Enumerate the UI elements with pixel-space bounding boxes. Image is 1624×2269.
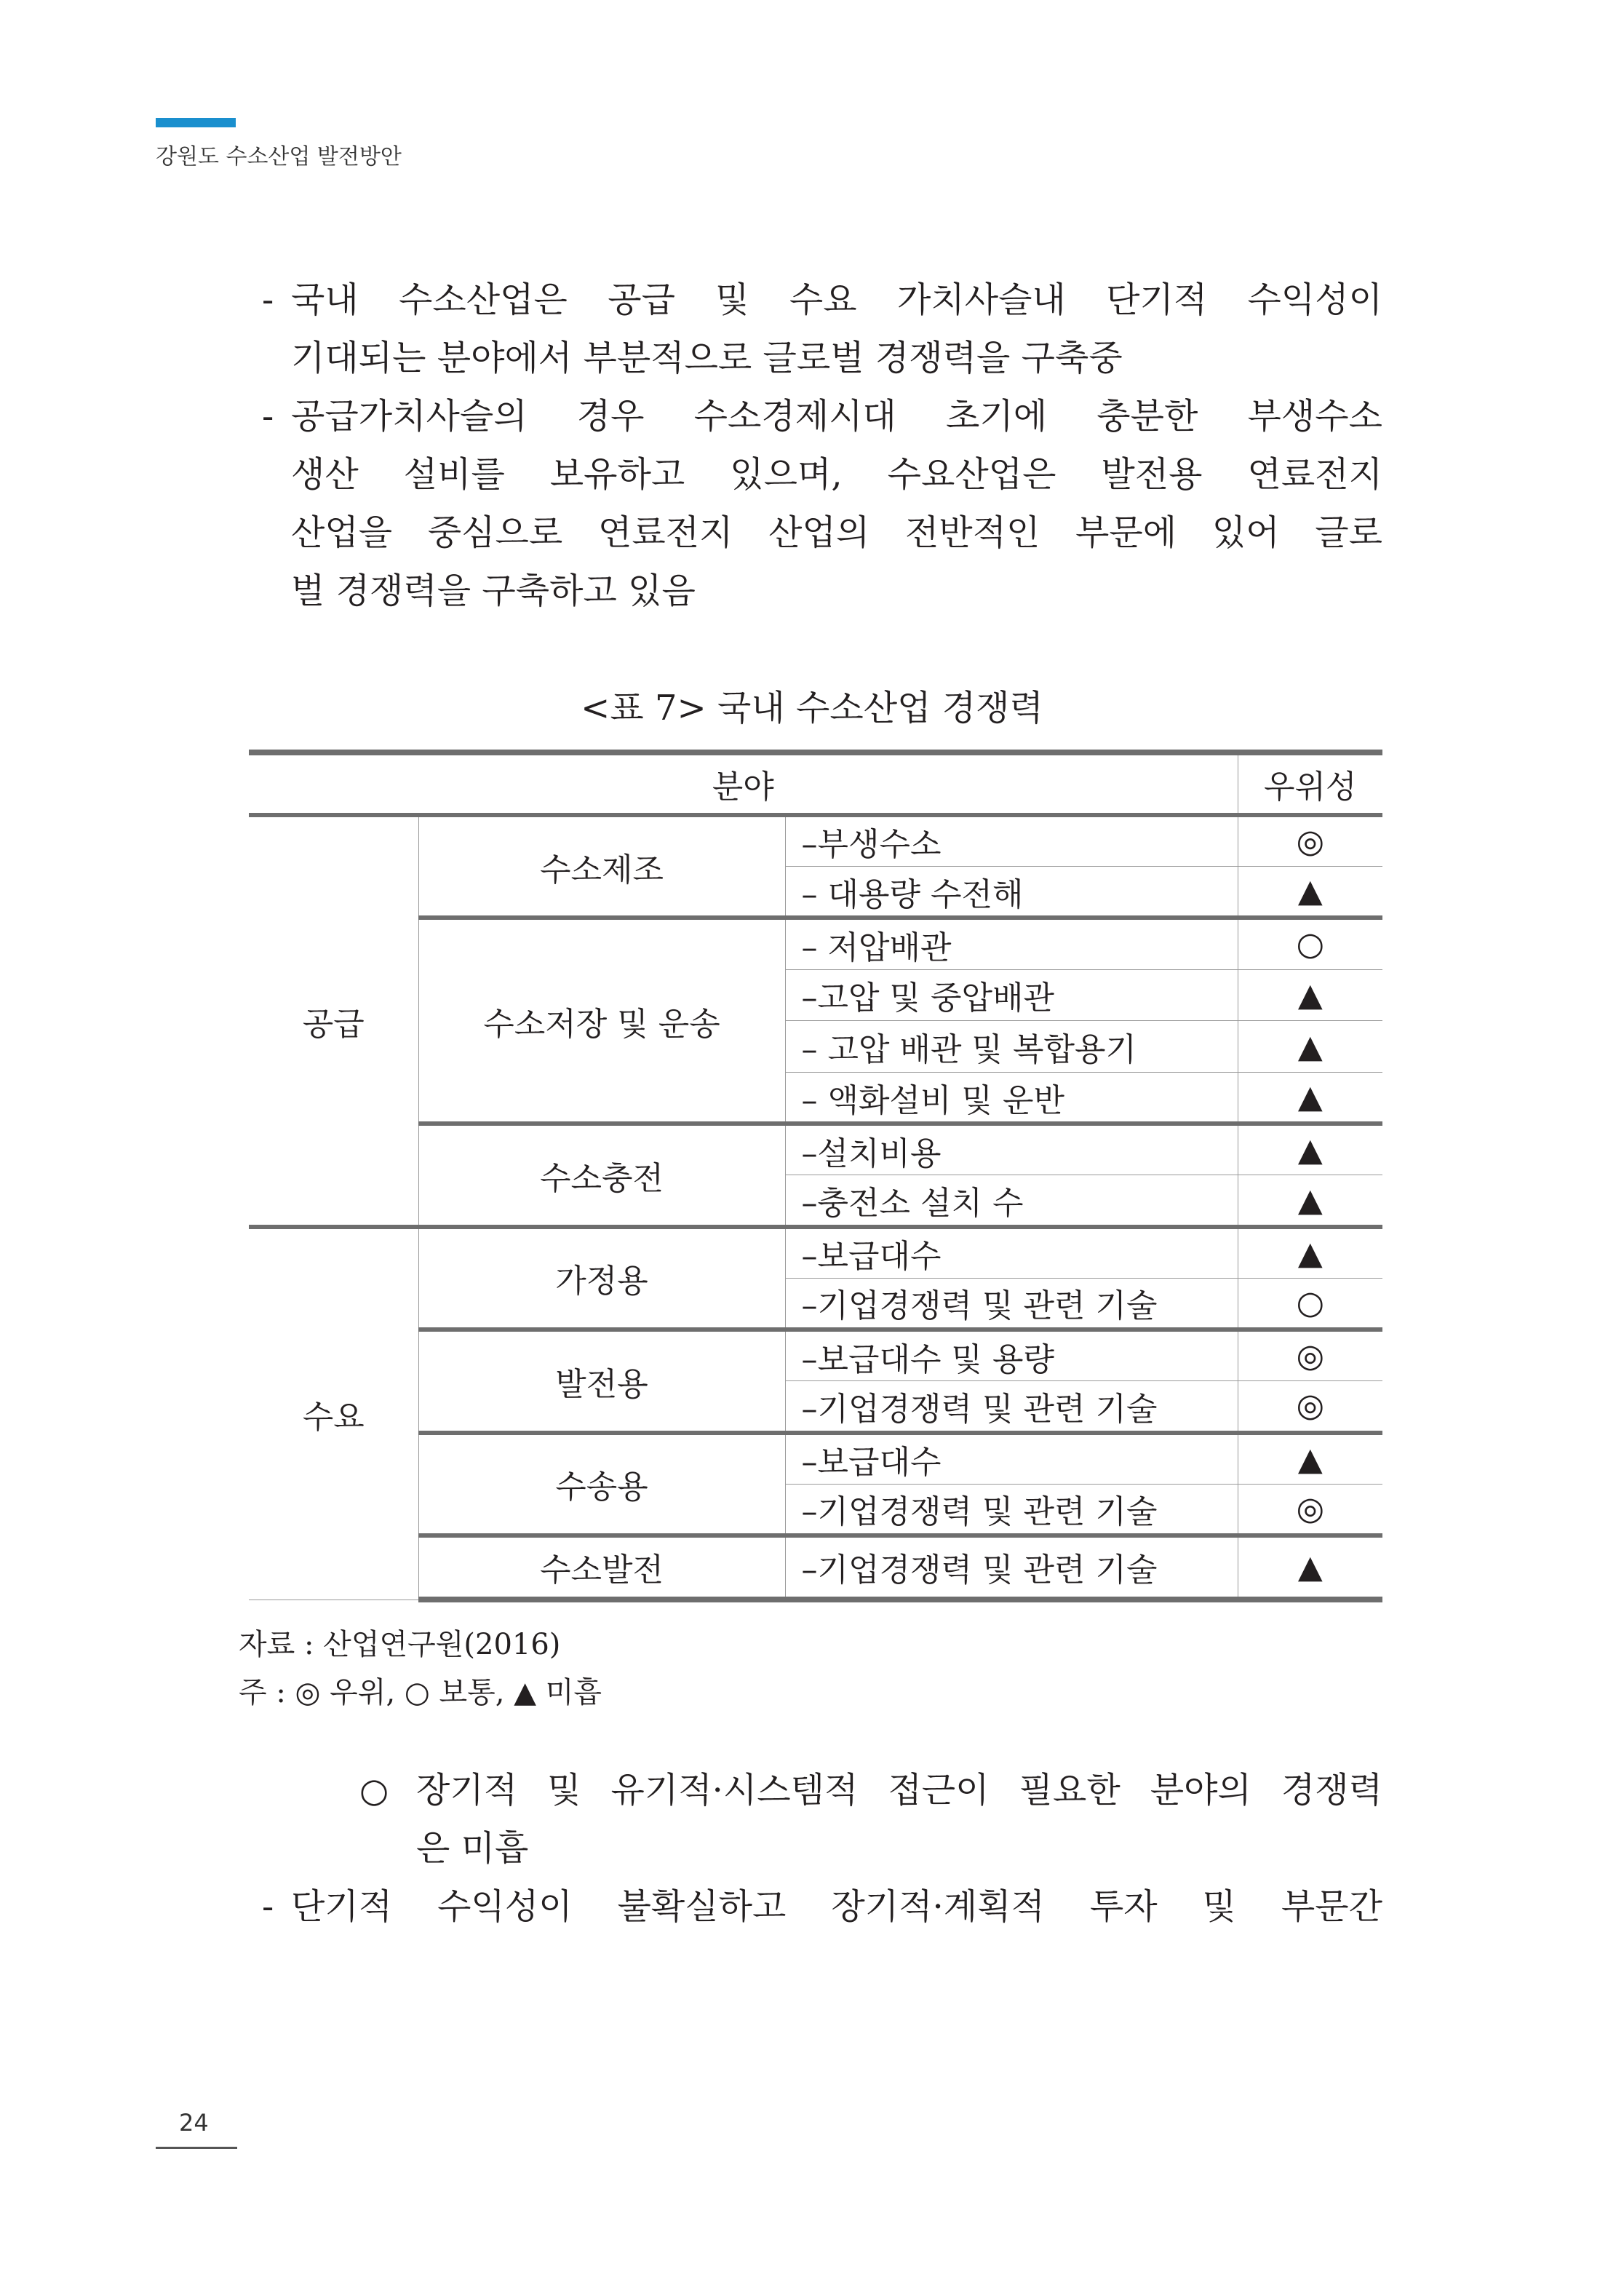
- intro-bullet-1: [291, 271, 1382, 387]
- header-field: 분야: [249, 752, 1238, 815]
- sub-charging: 수소충전: [418, 1124, 785, 1226]
- legend-normal-symbol: ○: [404, 1676, 430, 1709]
- closing-circle-paragraph: [416, 1761, 1382, 1877]
- table-row: [249, 1124, 1382, 1175]
- legend-normal-label: 보통,: [429, 1676, 514, 1709]
- legend-excellent-label: 우위,: [320, 1676, 405, 1709]
- advantage-mark: ○: [1238, 918, 1382, 969]
- item-desc: –고압 및 중압배관: [785, 969, 1238, 1021]
- circle-bullet-icon: ○: [359, 1771, 389, 1810]
- advantage-mark: ▲: [1238, 1175, 1382, 1227]
- item-desc: –부생수소: [785, 815, 1238, 867]
- table-row: [249, 1535, 1382, 1600]
- advantage-mark: ◎: [1238, 1484, 1382, 1535]
- advantage-mark: ▲: [1238, 1021, 1382, 1073]
- sub-production: 수소제조: [418, 815, 785, 918]
- text-line: 산업을 중심으로 연료전지 산업의 전반적인 부문에 있어 글로: [291, 512, 1382, 553]
- text-line: - 국내 수소산업은 공급 및 수요 가치사슬내 단기적 수익성이: [291, 279, 1382, 320]
- sub-home: 가정용: [418, 1227, 785, 1330]
- text-line: 생산 설비를 보유하고 있으며, 수요산업은 발전용 연료전지: [291, 454, 1382, 495]
- item-desc: –기업경쟁력 및 관련 기술: [785, 1381, 1238, 1433]
- advantage-mark: ◎: [1238, 1330, 1382, 1381]
- header-advantage: 우위성: [1238, 752, 1382, 815]
- item-desc: –기업경쟁력 및 관련 기술: [785, 1535, 1238, 1600]
- item-desc: –보급대수 및 용량: [785, 1330, 1238, 1381]
- item-desc: – 액화설비 및 운반: [785, 1072, 1238, 1124]
- item-desc: – 저압배관: [785, 918, 1238, 969]
- advantage-mark: ▲: [1238, 1535, 1382, 1600]
- closing-bullet: [291, 1877, 1382, 1936]
- header-accent-bar: [156, 118, 236, 127]
- table-row: [249, 815, 1382, 867]
- category-demand: 수요: [249, 1227, 418, 1600]
- advantage-mark: ◎: [1238, 1381, 1382, 1433]
- item-desc: –보급대수: [785, 1433, 1238, 1485]
- text-line: - 단기적 수익성이 불확실하고 장기적·계획적 투자 및 부문간: [291, 1886, 1382, 1927]
- legend-weak-label: 미흡: [536, 1676, 602, 1709]
- table-row: [249, 1433, 1382, 1485]
- legend-prefix: 주 :: [239, 1676, 295, 1709]
- advantage-mark: ▲: [1238, 867, 1382, 918]
- item-desc: –보급대수: [785, 1227, 1238, 1279]
- intro-bullet-2: [291, 387, 1382, 620]
- text-line: 은 미흡: [416, 1828, 529, 1869]
- page-number-rule: [156, 2147, 237, 2149]
- advantage-mark: ▲: [1238, 1124, 1382, 1175]
- sub-power: 발전용: [418, 1330, 785, 1432]
- table-row: [249, 918, 1382, 969]
- item-desc: –설치비용: [785, 1124, 1238, 1175]
- text-line: 기대되는 분야에서 부분적으로 글로벌 경쟁력을 구축중: [291, 338, 1123, 378]
- advantage-mark: ○: [1238, 1278, 1382, 1330]
- advantage-mark: ▲: [1238, 969, 1382, 1021]
- competitiveness-table: [249, 750, 1382, 1602]
- text-line: 장기적 및 유기적·시스템적 접근이 필요한 분야의 경쟁력: [416, 1770, 1382, 1811]
- category-supply: 공급: [249, 815, 418, 1227]
- text-line: - 공급가치사슬의 경우 수소경제시대 초기에 충분한 부생수소: [291, 396, 1382, 437]
- sub-generation: 수소발전: [418, 1535, 785, 1600]
- item-desc: – 대용량 수전해: [785, 867, 1238, 918]
- running-header: 강원도 수소산업 발전방안: [156, 144, 402, 170]
- page-number: 24: [179, 2109, 209, 2137]
- item-desc: – 고압 배관 및 복합용기: [785, 1021, 1238, 1073]
- advantage-mark: ▲: [1238, 1072, 1382, 1124]
- table-row: [249, 1330, 1382, 1381]
- item-desc: –기업경쟁력 및 관련 기술: [785, 1278, 1238, 1330]
- table-row: [249, 1227, 1382, 1279]
- text-line: 벌 경쟁력을 구축하고 있음: [291, 571, 696, 611]
- item-desc: –기업경쟁력 및 관련 기술: [785, 1484, 1238, 1535]
- table-caption: <표 7> 국내 수소산업 경쟁력: [581, 688, 1043, 728]
- source-note: 자료 : 산업연구원(2016): [239, 1628, 561, 1661]
- sub-storage: 수소저장 및 운송: [418, 918, 785, 1124]
- table-header-row: [249, 752, 1382, 815]
- legend-excellent-symbol: ◎: [295, 1676, 321, 1709]
- advantage-mark: ▲: [1238, 1227, 1382, 1279]
- advantage-mark: ◎: [1238, 815, 1382, 867]
- advantage-mark: ▲: [1238, 1433, 1382, 1485]
- sub-transport: 수송용: [418, 1433, 785, 1535]
- item-desc: –충전소 설치 수: [785, 1175, 1238, 1227]
- legend-note: [239, 1669, 602, 1711]
- legend-weak-symbol: ▲: [514, 1676, 536, 1709]
